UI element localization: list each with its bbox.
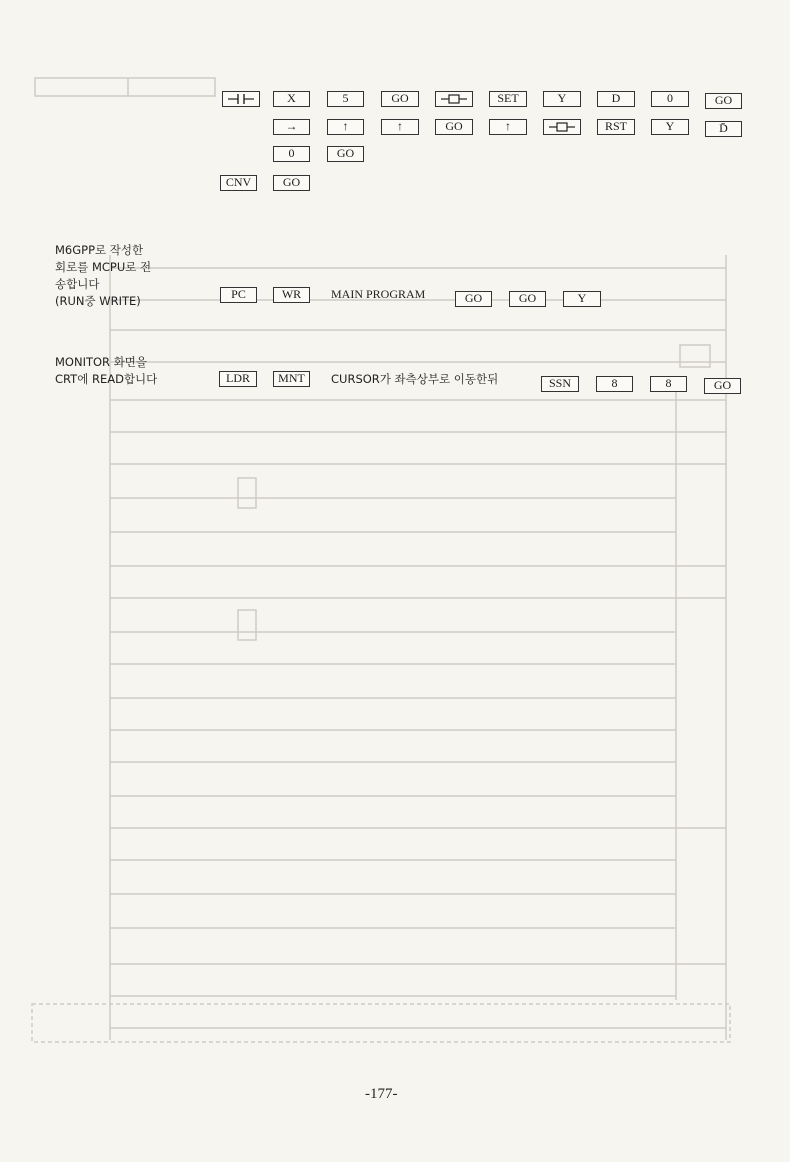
key-arrow-right[interactable]: →	[273, 119, 310, 135]
key-y[interactable]: Y	[651, 119, 689, 135]
key-d[interactable]: D	[597, 91, 635, 107]
key-cnv[interactable]: CNV	[220, 175, 257, 191]
key-go[interactable]: GO	[327, 146, 364, 162]
key-wr[interactable]: WR	[273, 287, 310, 303]
main-program-label: MAIN PROGRAM	[331, 287, 426, 301]
key-set[interactable]: SET	[489, 91, 527, 107]
key-y[interactable]: Y	[543, 91, 581, 107]
key-5[interactable]: 5	[327, 91, 364, 107]
key-rst[interactable]: RST	[597, 119, 635, 135]
coil-icon	[441, 94, 467, 104]
contact-icon	[228, 94, 254, 104]
key-pc[interactable]: PC	[220, 287, 257, 303]
coil-key[interactable]	[435, 91, 473, 107]
key-go[interactable]: GO	[704, 378, 741, 394]
key-ssn[interactable]: SSN	[541, 376, 579, 392]
key-go[interactable]: GO	[455, 291, 492, 307]
key-8[interactable]: 8	[596, 376, 633, 392]
key-go[interactable]: GO	[273, 175, 310, 191]
monitor-note-line: MONITOR 화면을	[55, 355, 148, 369]
transfer-note-line: M6GPP로 작성한	[55, 243, 144, 257]
coil-key[interactable]	[543, 119, 581, 135]
transfer-note	[55, 242, 151, 310]
key-mnt[interactable]: MNT	[273, 371, 310, 387]
monitor-note-line: CRT에 READ합니다	[55, 372, 158, 386]
contact-key[interactable]	[222, 91, 260, 107]
key-0[interactable]: 0	[273, 146, 310, 162]
cursor-move-label: CURSOR가 좌측상부로 이동한뒤	[331, 372, 499, 386]
page-number: -177-	[365, 1086, 398, 1102]
key-8[interactable]: 8	[650, 376, 687, 392]
key-0[interactable]: 0	[651, 91, 689, 107]
key-y[interactable]: Y	[563, 291, 601, 307]
key-go[interactable]: GO	[435, 119, 473, 135]
monitor-note	[55, 354, 157, 388]
key-go[interactable]: GO	[381, 91, 419, 107]
key-arrow-up[interactable]: ↑	[381, 119, 419, 135]
coil-icon	[549, 122, 575, 132]
transfer-note-line: 회로를 MCPU로 전	[55, 260, 152, 274]
key-go[interactable]: GO	[705, 93, 742, 109]
key-arrow-up[interactable]: ↑	[489, 119, 527, 135]
key-x[interactable]: X	[273, 91, 310, 107]
key-d-bar[interactable]: D̄	[705, 121, 742, 137]
transfer-note-line: (RUN중 WRITE)	[55, 294, 141, 308]
key-arrow-up[interactable]: ↑	[327, 119, 364, 135]
key-ldr[interactable]: LDR	[219, 371, 257, 387]
key-go[interactable]: GO	[509, 291, 546, 307]
transfer-note-line: 송합니다	[55, 277, 100, 291]
